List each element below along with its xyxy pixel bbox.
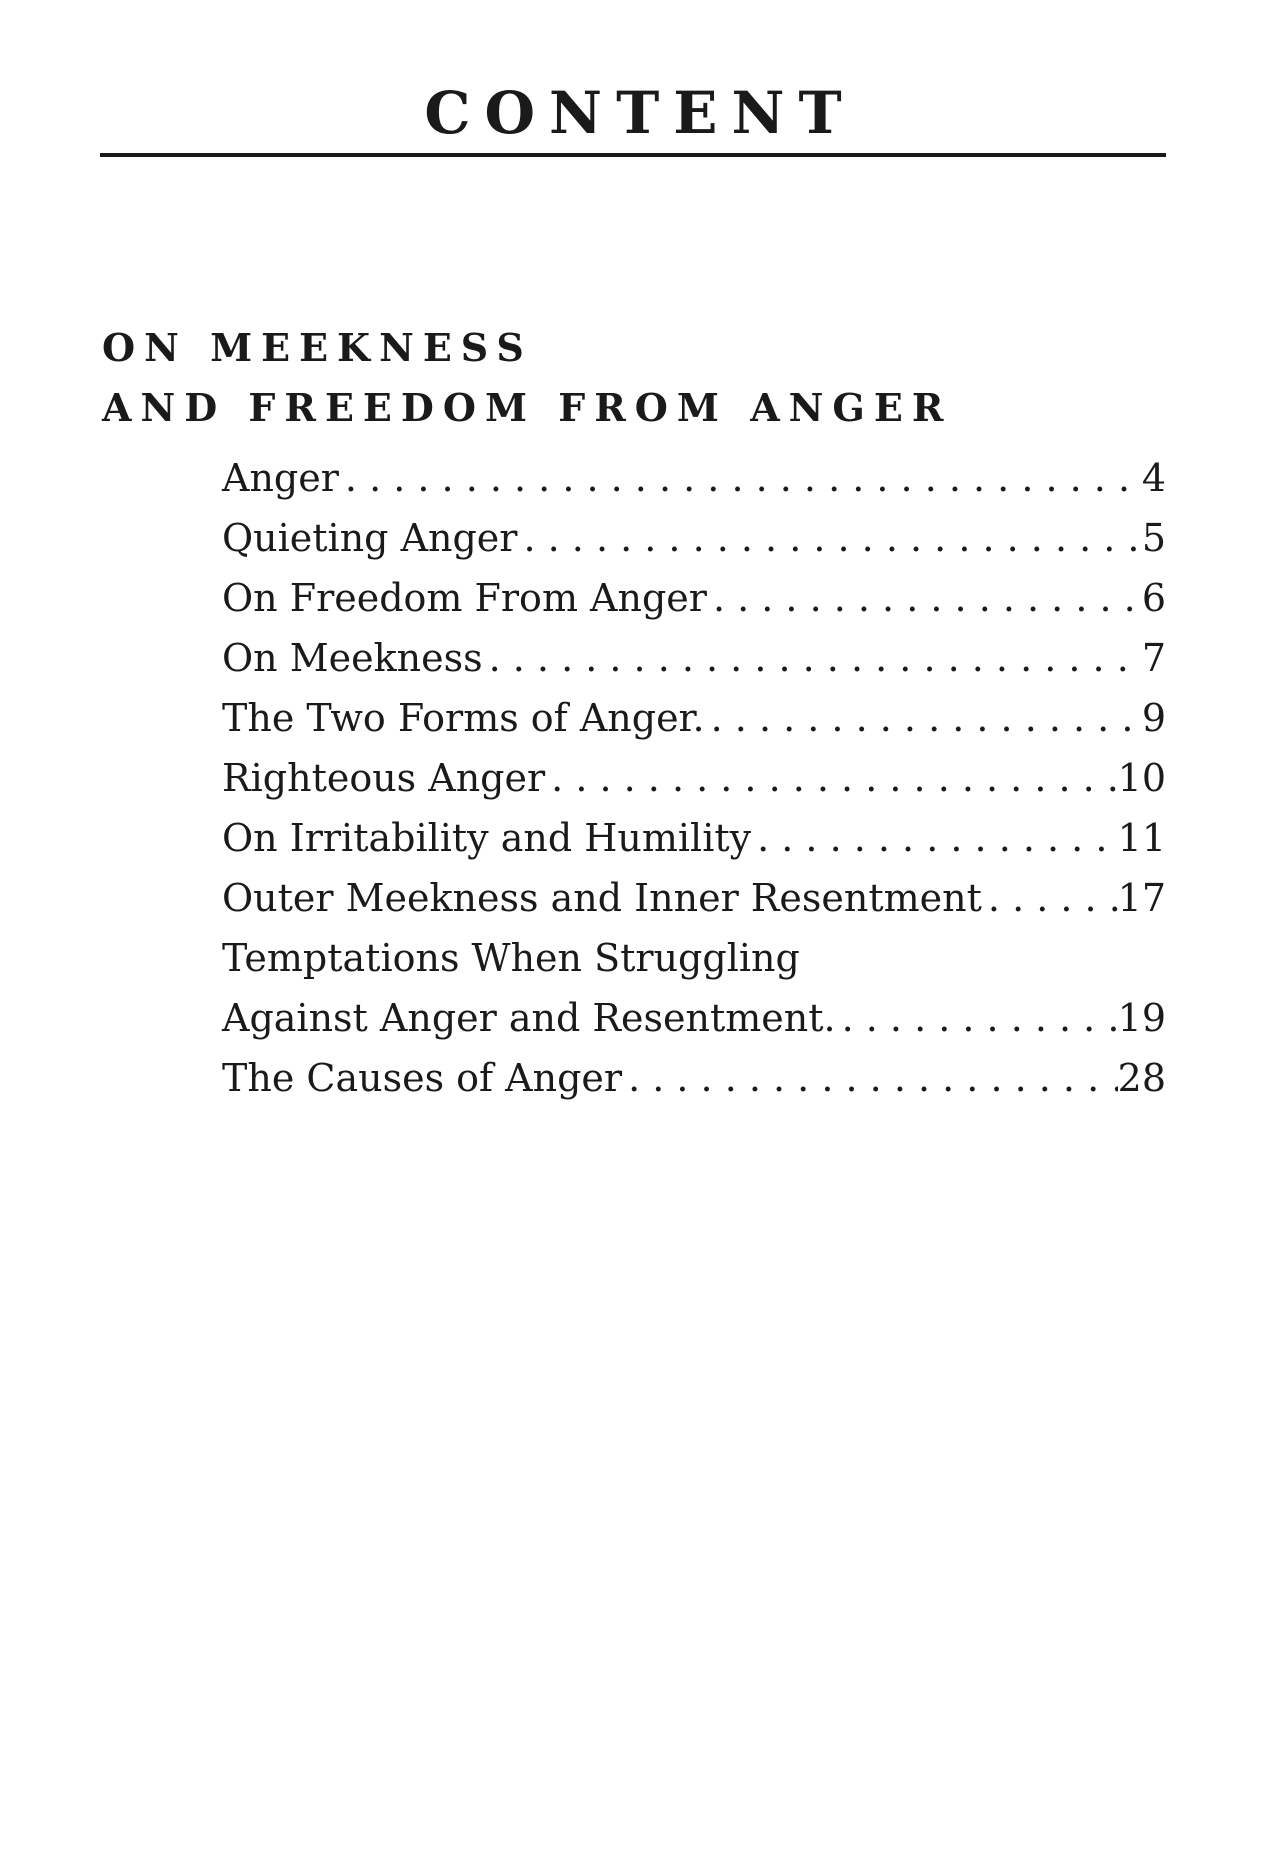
toc-page-number: 6 [1141,576,1166,620]
toc-entry-causes-of-anger[interactable] [222,1048,1166,1108]
dot-leader [622,1048,1118,1108]
dot-leader [483,628,1142,688]
toc-row [222,808,1166,868]
toc-page-number: 4 [1141,456,1166,500]
table-of-contents [222,448,1166,1108]
toc-entry-label: On Freedom From Anger [222,576,707,620]
toc-entry-label: Anger [222,456,339,500]
dot-leader [982,868,1118,928]
toc-entry-label: On Irritability and Humility [222,816,752,860]
toc-entry-irritability-and-humility[interactable] [222,808,1166,868]
title-divider [100,153,1166,157]
toc-entry-label: Against Anger and Resentment. [222,996,836,1040]
toc-page-number: 17 [1117,876,1166,920]
dot-leader [751,808,1118,868]
dot-leader [545,748,1117,808]
toc-page-number: 11 [1117,816,1166,860]
toc-entry-righteous-anger[interactable] [222,748,1166,808]
toc-entry-two-forms-of-anger[interactable] [222,688,1166,748]
toc-entry-label: Righteous Anger [222,756,546,800]
dot-leader [707,568,1142,628]
toc-entry-label: On Meekness [222,636,483,680]
toc-row [222,448,1166,508]
toc-entry-on-meekness[interactable] [222,628,1166,688]
toc-entry-anger[interactable] [222,448,1166,508]
toc-entry-on-freedom-from-anger[interactable] [222,568,1166,628]
toc-entry-quieting-anger[interactable] [222,508,1166,568]
toc-page-number: 19 [1117,996,1166,1040]
toc-row [222,568,1166,628]
toc-row [222,628,1166,688]
toc-entry-temptations[interactable] [222,928,1166,1048]
toc-row [222,748,1166,808]
toc-page-number: 9 [1141,696,1166,740]
dot-leader [836,988,1118,1048]
toc-row [222,1048,1166,1108]
toc-page-number: 28 [1117,1056,1166,1100]
section-heading [102,318,952,438]
toc-page-number: 10 [1117,756,1166,800]
toc-entry-outer-meekness[interactable] [222,868,1166,928]
toc-row [222,688,1166,748]
dot-leader [517,508,1141,568]
section-heading-line-2: AND FREEDOM FROM ANGER [102,385,953,430]
toc-row [222,868,1166,928]
dot-leader [339,448,1142,508]
toc-entry-label: Quieting Anger [222,516,518,560]
dot-leader [705,688,1142,748]
toc-row [222,508,1166,568]
toc-row [222,988,1166,1048]
toc-entry-label: Outer Meekness and Inner Resentment [222,876,982,920]
toc-page-number: 7 [1141,636,1166,680]
toc-entry-label: The Two Forms of Anger. [222,696,705,740]
page-title: CONTENT [424,79,856,147]
section-heading-line-1: ON MEEKNESS [102,325,533,370]
toc-page-number: 5 [1141,516,1166,560]
toc-entry-label: The Causes of Anger [222,1056,623,1100]
toc-entry-label-line-1: Temptations When Struggling [222,936,800,980]
